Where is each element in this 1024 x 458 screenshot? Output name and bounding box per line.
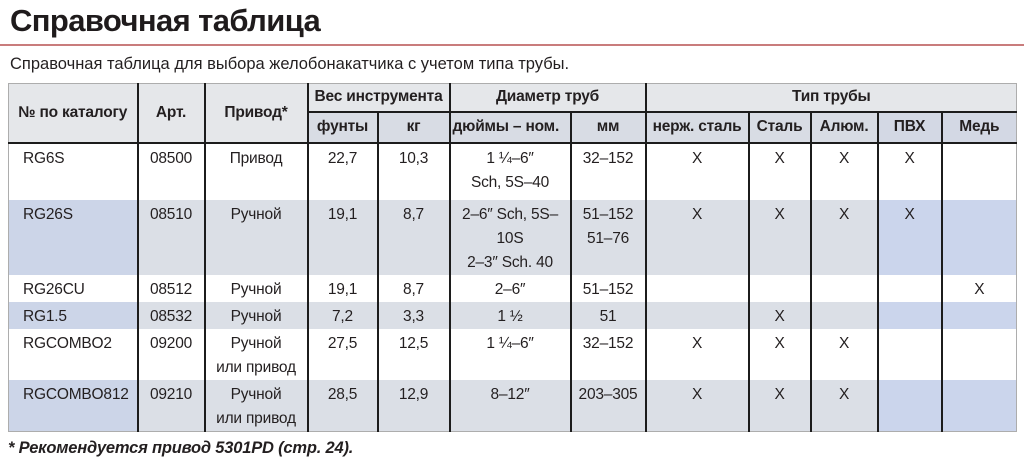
cell-inches: 2–6″ <box>450 275 571 302</box>
col-header-kg: кг <box>378 112 450 143</box>
cell-pvc <box>878 302 942 329</box>
cell-copper <box>942 200 1017 275</box>
cell-lbs: 19,1 <box>308 200 378 275</box>
cell-pvc: X <box>878 200 942 275</box>
cell-mm <box>571 143 646 200</box>
cell-lbs: 28,5 <box>308 380 378 432</box>
cell-lbs: 19,1 <box>308 275 378 302</box>
cell-alum: X <box>811 329 878 380</box>
cell-catalog: RGCOMBO2 <box>9 329 138 380</box>
cell-steel: X <box>749 329 811 380</box>
col-header-drive: Привод* <box>205 84 308 143</box>
cell-line: Ручной <box>230 385 282 403</box>
cell-alum <box>811 275 878 302</box>
cell-catalog: RG26CU <box>9 275 138 302</box>
col-group-weight: Вес инструмента <box>308 84 450 112</box>
col-header-art: Арт. <box>138 84 205 143</box>
cell-steel: X <box>749 143 811 200</box>
page-subtitle: Справочная таблица для выбора желобонакатчика с учетом типа трубы. <box>10 55 570 73</box>
col-group-diameter: Диаметр труб <box>450 84 646 112</box>
document-page <box>0 2 1024 457</box>
cell-art: 08510 <box>138 200 205 275</box>
cell-kg: 3,3 <box>378 302 450 329</box>
cell-line: Ручной <box>230 334 282 352</box>
cell-alum: X <box>811 380 878 432</box>
table-row <box>9 380 1017 432</box>
cell-kg: 8,7 <box>378 200 450 275</box>
cell-drive: Ручной <box>205 275 308 302</box>
cell-kg: 12,9 <box>378 380 450 432</box>
cell-drive <box>205 143 308 200</box>
cell-art: 08512 <box>138 275 205 302</box>
cell-pvc <box>878 275 942 302</box>
cell-line: 1 ¼–6″ <box>486 149 534 167</box>
cell-alum: X <box>811 200 878 275</box>
cell-mm: 203–305 <box>571 380 646 432</box>
cell-line: 32–152 <box>582 149 634 167</box>
cell-catalog: RGCOMBO812 <box>9 380 138 432</box>
reference-table <box>8 83 1017 432</box>
cell-line: Sch, 5S–40 <box>470 173 550 191</box>
col-header-pvc: ПВХ <box>878 112 942 143</box>
title-rule <box>0 44 1024 46</box>
cell-mm: 51–152 <box>571 275 646 302</box>
table-row <box>9 329 1017 380</box>
cell-art: 08500 <box>138 143 205 200</box>
cell-kg: 10,3 <box>378 143 450 200</box>
cell-drive: Ручной <box>205 302 308 329</box>
cell-catalog: RG6S <box>9 143 138 200</box>
cell-stainless: X <box>646 380 749 432</box>
cell-mm: 32–152 <box>571 329 646 380</box>
cell-line: 2–3″ Sch. 40 <box>467 253 553 271</box>
cell-copper <box>942 143 1017 200</box>
cell-steel: X <box>749 302 811 329</box>
cell-alum: X <box>811 143 878 200</box>
col-header-catalog: № по каталогу <box>9 84 138 143</box>
cell-copper <box>942 302 1017 329</box>
cell-mm: 51 <box>571 302 646 329</box>
cell-inches <box>450 143 571 200</box>
table-row <box>9 200 1017 275</box>
col-header-alum: Алюм. <box>811 112 878 143</box>
cell-pvc <box>878 329 942 380</box>
col-group-pipe-type: Тип трубы <box>646 84 1017 112</box>
cell-line: Привод <box>229 149 283 167</box>
cell-stainless: X <box>646 143 749 200</box>
cell-steel: X <box>749 380 811 432</box>
cell-stainless: X <box>646 200 749 275</box>
page-title: Справочная таблица <box>10 3 321 38</box>
cell-lbs: 22,7 <box>308 143 378 200</box>
cell-inches <box>450 200 571 275</box>
table-row <box>9 302 1017 329</box>
cell-stainless <box>646 275 749 302</box>
col-header-mm: мм <box>571 112 646 143</box>
table-row <box>9 275 1017 302</box>
col-header-steel: Сталь <box>749 112 811 143</box>
cell-line: 51–76 <box>586 229 630 247</box>
cell-stainless <box>646 302 749 329</box>
cell-steel <box>749 275 811 302</box>
cell-inches: 1 ¼–6″ <box>450 329 571 380</box>
cell-alum <box>811 302 878 329</box>
cell-inches: 1 ½ <box>450 302 571 329</box>
cell-mm <box>571 200 646 275</box>
cell-kg: 8,7 <box>378 275 450 302</box>
cell-drive <box>205 200 308 275</box>
cell-lbs: 27,5 <box>308 329 378 380</box>
cell-copper: X <box>942 275 1017 302</box>
col-header-lbs: фунты <box>308 112 378 143</box>
cell-pvc <box>878 380 942 432</box>
cell-copper <box>942 329 1017 380</box>
col-header-copper: Медь <box>942 112 1017 143</box>
cell-catalog: RG26S <box>9 200 138 275</box>
cell-inches: 8–12″ <box>450 380 571 432</box>
cell-line: или привод <box>216 409 296 427</box>
cell-drive <box>205 329 308 380</box>
cell-steel: X <box>749 200 811 275</box>
table-row <box>9 143 1017 200</box>
col-header-inches: дюймы – ном. <box>450 112 571 143</box>
cell-line: 2–6″ Sch, 5S–10S <box>462 205 558 247</box>
cell-copper <box>942 380 1017 432</box>
cell-art: 08532 <box>138 302 205 329</box>
col-header-stainless: нерж. сталь <box>646 112 749 143</box>
cell-catalog: RG1.5 <box>9 302 138 329</box>
header-group-row <box>9 84 1017 112</box>
cell-line: Ручной <box>230 205 282 223</box>
cell-lbs: 7,2 <box>308 302 378 329</box>
cell-art: 09210 <box>138 380 205 432</box>
cell-line: 51–152 <box>582 205 634 223</box>
cell-kg: 12,5 <box>378 329 450 380</box>
cell-art: 09200 <box>138 329 205 380</box>
footnote: * Рекомендуется привод 5301PD (стр. 24). <box>8 438 354 457</box>
cell-drive <box>205 380 308 432</box>
cell-line: или привод <box>216 358 296 376</box>
cell-stainless: X <box>646 329 749 380</box>
cell-pvc: X <box>878 143 942 200</box>
